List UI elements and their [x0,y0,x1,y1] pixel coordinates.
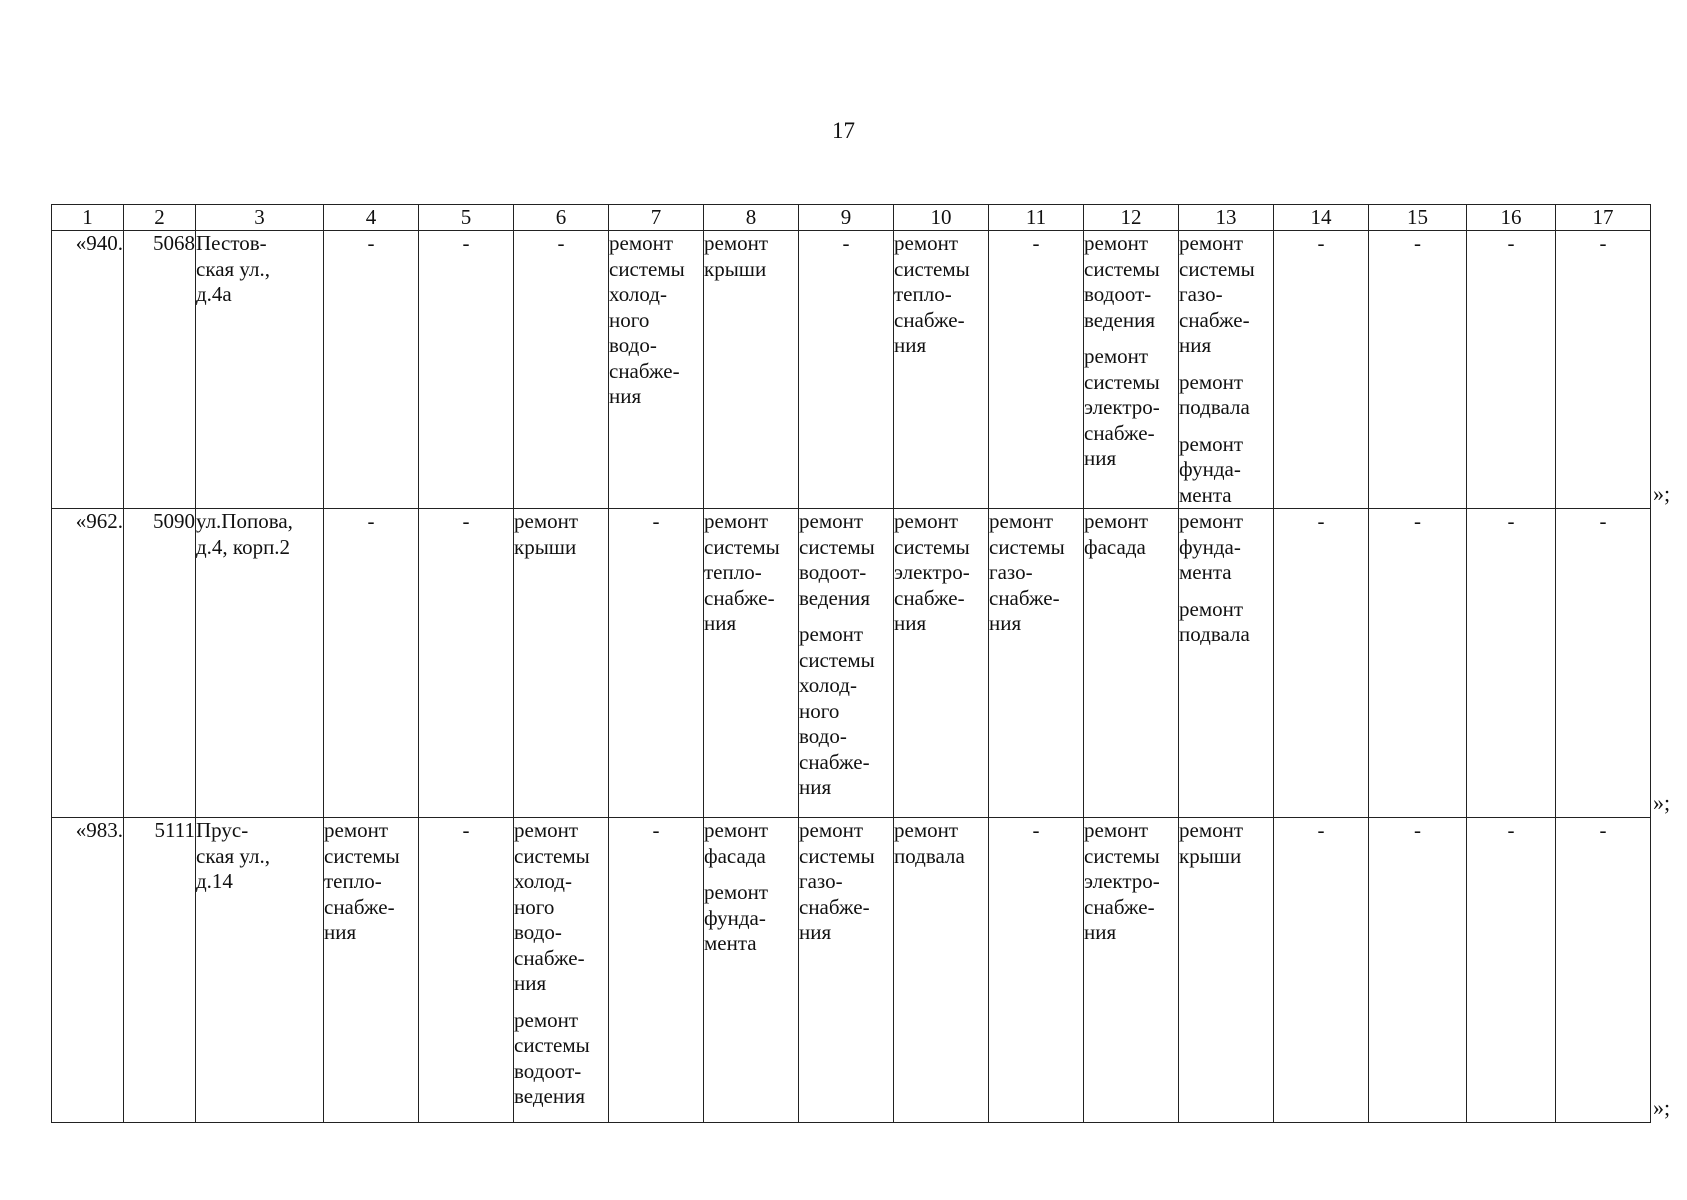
work-cell [799,818,894,1123]
work-item: ремонт фунда- мента [1179,431,1244,507]
work-item: ремонт фасада [704,818,769,868]
work-item: ремонт системы холод- ного водо- снабже- ния [514,818,590,995]
empty-cell: - [799,231,894,509]
column-number-14: 14 [1274,205,1369,231]
column-number-8: 8 [704,205,799,231]
table-row [52,509,1651,818]
address-cell [196,818,324,1123]
column-number-6: 6 [514,205,609,231]
empty-cell: - [1556,818,1651,1123]
column-number-12: 12 [1084,205,1179,231]
building-code: 5068 [124,231,196,509]
work-item: ремонт системы электро- снабже- ния [894,509,970,635]
work-item: ремонт системы газо- снабже- ния [989,509,1065,635]
column-number-17: 17 [1556,205,1651,231]
work-item: ремонт подвала [1179,596,1250,646]
work-cell [324,818,419,1123]
empty-cell: - [1467,818,1556,1123]
column-number-16: 16 [1467,205,1556,231]
empty-cell: - [1467,231,1556,509]
work-item: ремонт системы тепло- снабже- ния [324,818,400,944]
column-number-header-row [52,205,1651,231]
work-cell [1179,509,1274,818]
column-number-15: 15 [1369,205,1467,231]
empty-cell: - [989,231,1084,509]
work-cell [514,509,609,818]
page-number: 17 [832,118,855,143]
building-code: 5111 [124,818,196,1123]
work-cell [989,509,1084,818]
work-item: ремонт системы холод- ного водо- снабже- ния [799,622,875,799]
column-number-4: 4 [324,205,419,231]
work-cell [609,231,704,509]
address-cell [196,509,324,818]
empty-cell: - [324,509,419,818]
empty-cell: - [989,818,1084,1123]
work-item: ремонт системы водоот- ведения [514,1007,590,1108]
work-cell [514,818,609,1123]
work-cell [894,818,989,1123]
work-cell [704,509,799,818]
row-number: «962. [52,509,124,818]
table-row [52,231,1651,509]
address-text: Прус- ская ул., д.14 [196,818,270,893]
empty-cell: - [419,231,514,509]
empty-cell: - [324,231,419,509]
work-item: ремонт системы водоот- ведения [799,509,875,610]
address-cell [196,231,324,509]
work-item: ремонт системы тепло- снабже- ния [704,509,780,635]
empty-cell: - [514,231,609,509]
work-item: ремонт системы электро- снабже- ния [1084,344,1160,470]
empty-cell: - [609,818,704,1123]
work-item: ремонт подвала [1179,369,1250,419]
work-item: ремонт фунда- мента [704,880,769,955]
work-cell [799,509,894,818]
column-number-5: 5 [419,205,514,231]
empty-cell: - [419,509,514,818]
work-item: ремонт крыши [1179,818,1244,868]
work-item: ремонт системы холод- ного водо- снабже- ния [609,231,685,408]
work-item: ремонт системы газо- снабже- ния [1179,231,1255,357]
work-item: ремонт подвала [894,818,965,868]
column-number-11: 11 [989,205,1084,231]
row-number: «940. [52,231,124,509]
work-cell [894,231,989,509]
column-number-13: 13 [1179,205,1274,231]
address-text: ул.Попова, д.4, корп.2 [196,509,293,559]
empty-cell: - [1369,231,1467,509]
work-cell [1179,818,1274,1123]
empty-cell: - [609,509,704,818]
works-table [51,204,1651,1123]
column-number-9: 9 [799,205,894,231]
empty-cell: - [1369,509,1467,818]
column-number-2: 2 [124,205,196,231]
table-row [52,818,1651,1123]
empty-cell: - [1274,818,1369,1123]
column-number-1: 1 [52,205,124,231]
work-item: ремонт системы газо- снабже- ния [799,818,875,944]
row-closing-mark: »; [1653,480,1671,506]
row-number: «983. [52,818,124,1123]
building-code: 5090 [124,509,196,818]
work-item: ремонт системы водоот- ведения [1084,231,1160,332]
work-item: ремонт системы тепло- снабже- ния [894,231,970,357]
work-cell [704,818,799,1123]
work-cell [1084,509,1179,818]
work-item: ремонт фасада [1084,509,1149,559]
column-number-10: 10 [894,205,989,231]
empty-cell: - [1274,509,1369,818]
work-item: ремонт фунда- мента [1179,509,1244,584]
work-item: ремонт крыши [514,509,579,559]
empty-cell: - [1556,231,1651,509]
row-closing-mark: »; [1653,1094,1671,1120]
row-closing-mark: »; [1653,789,1671,815]
empty-cell: - [1467,509,1556,818]
work-item: ремонт крыши [704,231,769,281]
empty-cell: - [419,818,514,1123]
empty-cell: - [1274,231,1369,509]
work-item: ремонт системы электро- снабже- ния [1084,818,1160,944]
column-number-7: 7 [609,205,704,231]
empty-cell: - [1556,509,1651,818]
work-cell [1084,818,1179,1123]
column-number-3: 3 [196,205,324,231]
work-cell [1084,231,1179,509]
empty-cell: - [1369,818,1467,1123]
work-cell [704,231,799,509]
work-cell [1179,231,1274,509]
address-text: Пестов- ская ул., д.4а [196,231,270,306]
work-cell [894,509,989,818]
